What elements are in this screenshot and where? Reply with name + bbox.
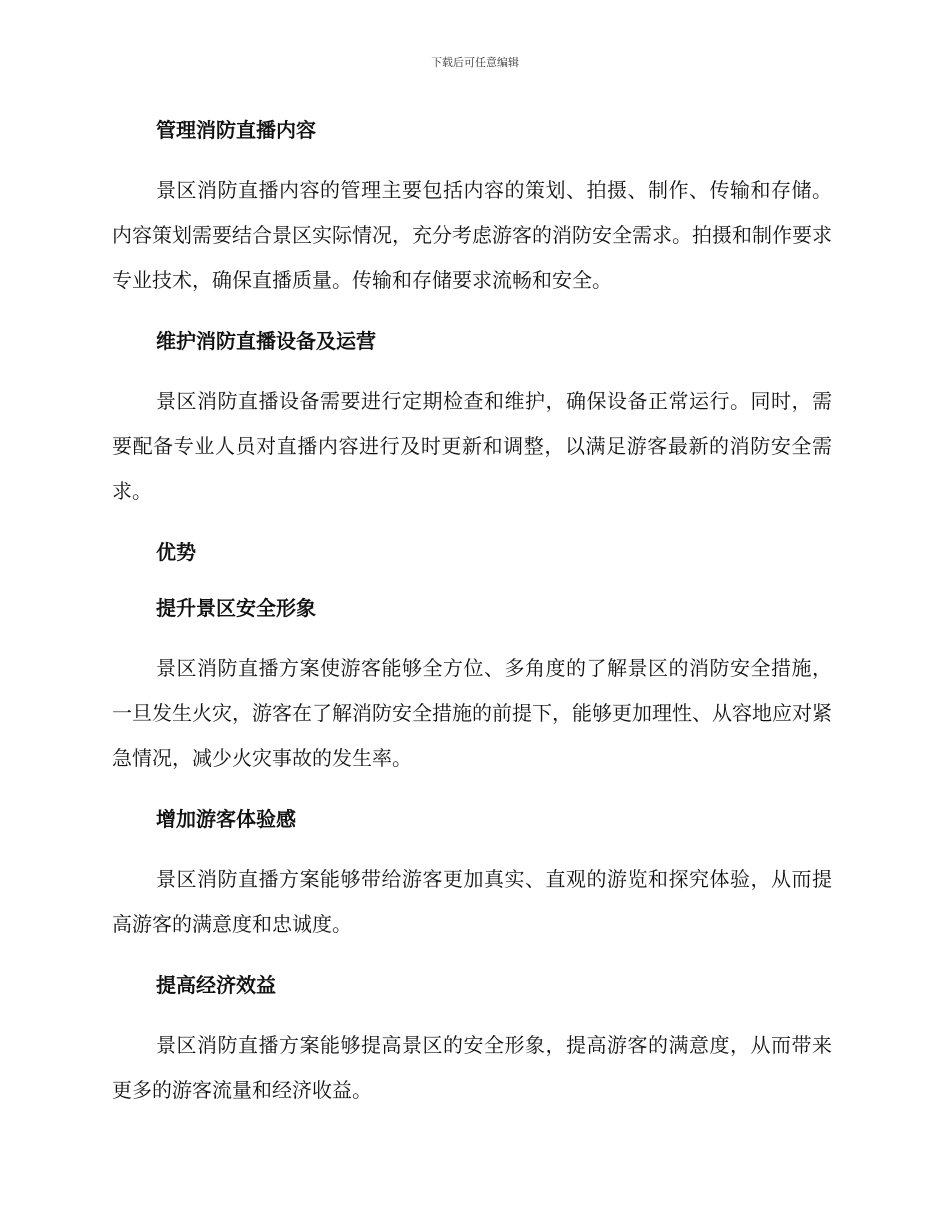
section-heading-maintain-equipment: 维护消防直播设备及运营 (156, 329, 376, 353)
page-header: 下载后可任意编辑 (431, 56, 519, 69)
paragraph-visitor-experience: 景区消防直播方案能够带给游客更加真实、直观的游览和探究体验，从而提高游客的满意度和忠诚度。 (112, 867, 832, 936)
paragraph-manage-content: 景区消防直播内容的管理主要包括内容的策划、拍摄、制作、传输和存储。内容策划需要结合景区实际情况，充分考虑游客的消防安全需求。拍摄和制作要求专业技术，确保直播质量。传输和存储要求流畅和安全。 (112, 178, 832, 292)
section-heading-visitor-experience: 增加游客体验感 (156, 807, 296, 831)
document-body (112, 112, 832, 1133)
paragraph-maintain-equipment: 景区消防直播设备需要进行定期检查和维护，确保设备正常运行。同时，需要配备专业人员对直播内容进行及时更新和调整，以满足游客最新的消防安全需求。 (112, 389, 832, 503)
section-heading-advantages: 优势 (156, 540, 196, 564)
paragraph-economic-benefit: 景区消防直播方案能够提高景区的安全形象，提高游客的满意度，从而带来更多的游客流量和经济收益。 (112, 1033, 832, 1102)
section-heading-safety-image: 提升景区安全形象 (156, 596, 316, 620)
section-heading-economic-benefit: 提高经济效益 (156, 973, 276, 997)
section-heading-manage-content: 管理消防直播内容 (156, 118, 316, 142)
paragraph-safety-image: 景区消防直播方案使游客能够全方位、多角度的了解景区的消防安全措施，一旦发生火灾，游客在了解消防安全措施的前提下，能够更加理性、从容地应对紧急情况，减少火灾事故的发生率。 (112, 656, 832, 770)
